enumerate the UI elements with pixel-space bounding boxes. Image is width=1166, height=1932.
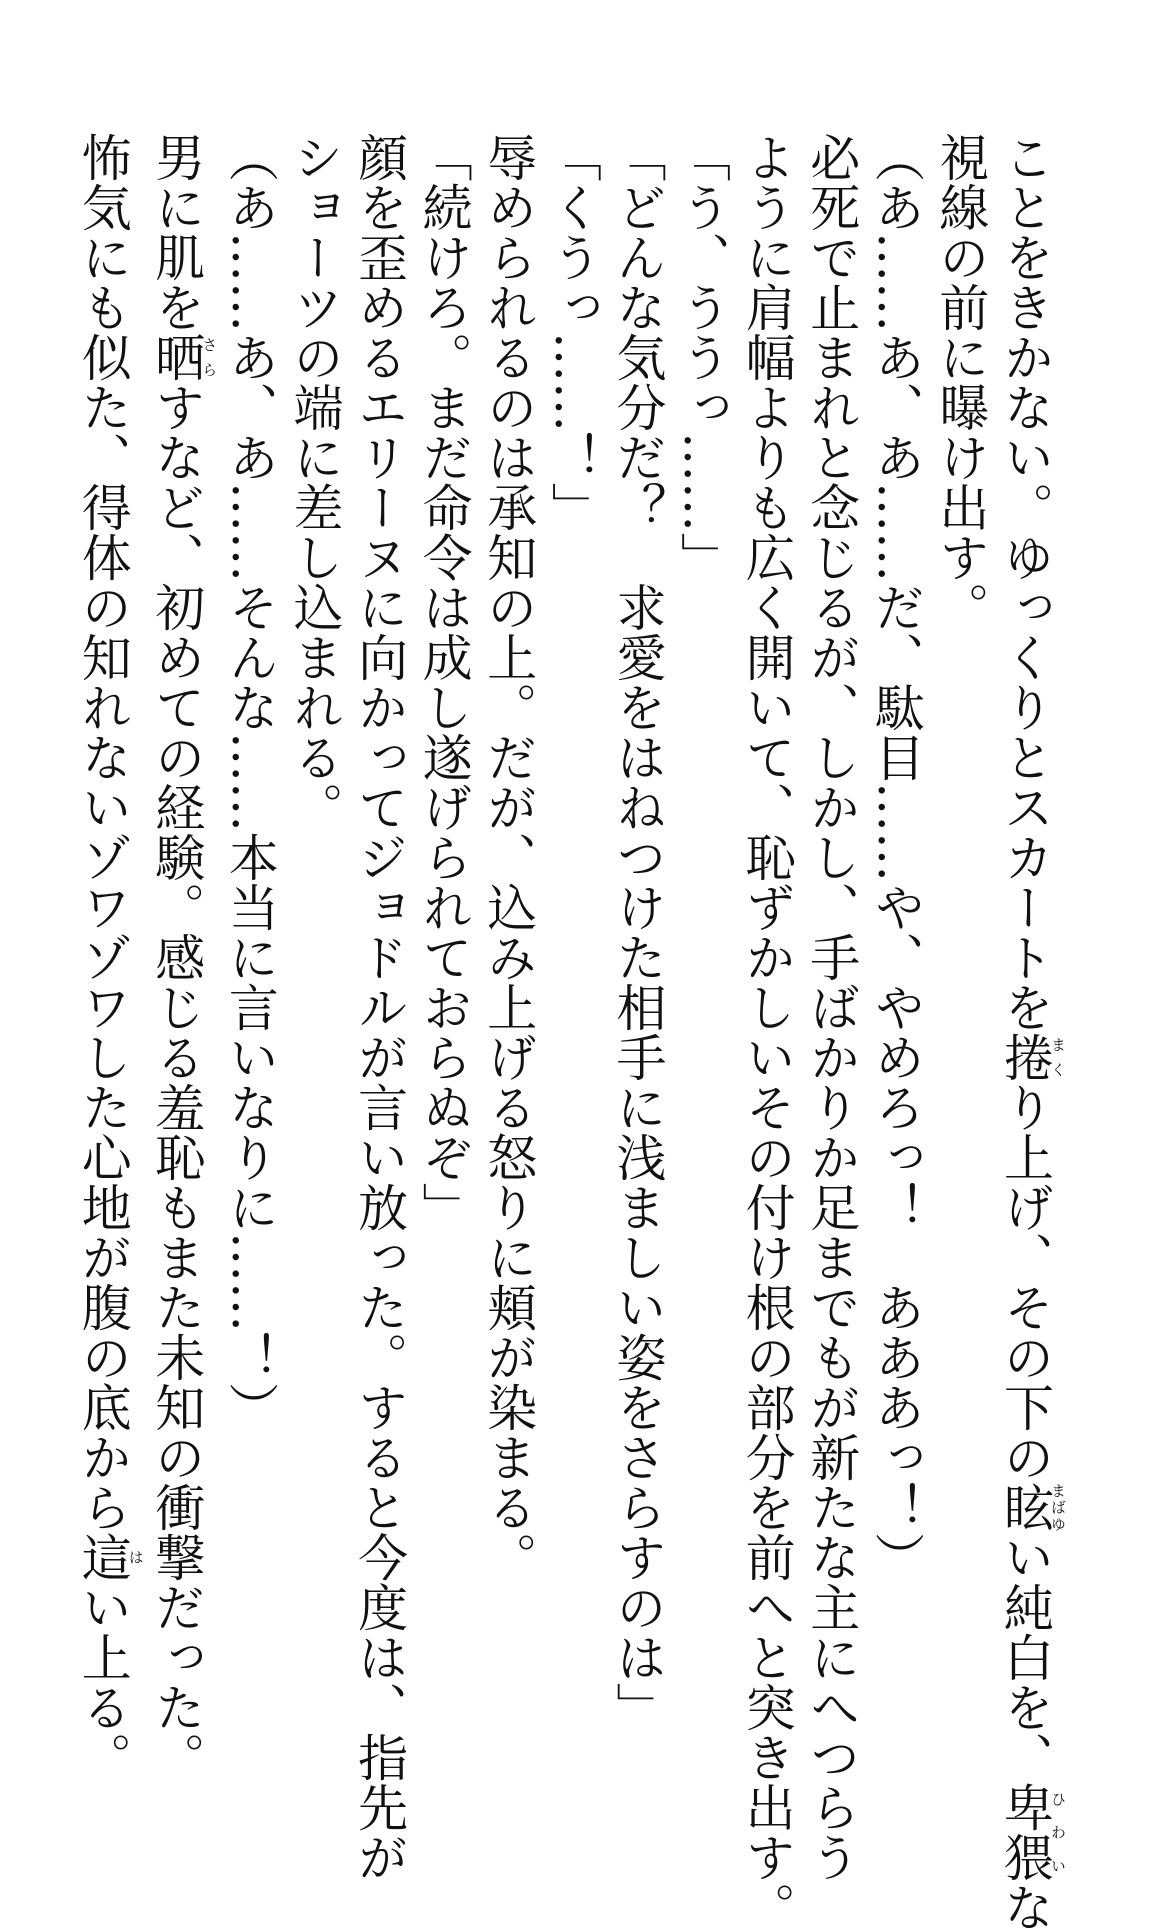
ruby-base: 晒 (147, 332, 206, 382)
ruby-reading: ひわい (1049, 1782, 1067, 1882)
text-segment: り上げ、その下の (996, 1082, 1054, 1482)
text-line (799, 132, 864, 1882)
text-line (863, 132, 928, 1582)
text-segment: 「続けろ。まだ命令は成し遂げられておらぬぞ」 (414, 132, 473, 1232)
ruby-base: 卑猥 (996, 1782, 1054, 1882)
text-segment: 「くうっ……！」 (543, 132, 602, 532)
text-line (217, 132, 282, 1532)
text-segment: ショーツの端に差し込まれる。 (285, 132, 344, 832)
ruby-word (996, 1482, 1067, 1532)
ruby-reading: は (126, 1532, 145, 1582)
text-segment: ように肩幅よりも広く開いて、恥ずかしいその付け根の部分を前へと突き出す。 (737, 132, 796, 1932)
ruby-word (996, 1782, 1067, 1882)
text-line (928, 132, 993, 1532)
ruby-base: 這 (73, 1532, 132, 1582)
text-line (540, 132, 605, 1532)
text-segment: な (996, 1882, 1054, 1932)
text-segment: 男に肌を (147, 132, 206, 332)
ruby-word (996, 1032, 1067, 1082)
ruby-base: 捲 (996, 1032, 1054, 1082)
text-segment: 辱められるのは承知の上。だが、込み上げる怒りに頬が染まる。 (479, 132, 538, 1582)
text-segment: い上る。 (73, 1582, 132, 1782)
text-segment: い純白を、 (996, 1532, 1054, 1782)
ruby-reading: まばゆ (1049, 1482, 1067, 1532)
text-segment: （あ……あ、あ……そんな……本当に言いなりに……！） (220, 132, 279, 1432)
ruby-word (73, 1532, 145, 1582)
text-line (992, 132, 1067, 1932)
ruby-word (147, 332, 219, 382)
text-line (669, 132, 734, 1532)
text-line (476, 132, 541, 1582)
text-segment: 顔を歪めるエリーヌに向かってジョドルが言い放った。すると今度は、指先が (350, 132, 409, 1882)
text-segment: 必死で止まれと念じるが、しかし、手ばかりか足までもが新たな主にへつらう (802, 132, 861, 1882)
text-segment: 視線の前に曝け出す。 (931, 132, 990, 632)
text-segment: 「う、ううっ……」 (673, 132, 732, 582)
text-segment: 「どんな気分だ？ 求愛をはねつけた相手に浅ましい姿をさらすのは」 (608, 132, 667, 1732)
text-line (734, 132, 799, 1932)
ruby-base: 眩 (996, 1482, 1054, 1532)
text-line (605, 132, 670, 1732)
text-segment: すなど、初めての経験。感じる羞恥もまた未知の衝撃だった。 (147, 382, 206, 1782)
text-line (144, 132, 219, 1782)
text-segment: （あ……あ、あ……だ、駄目……や、やめろっ！ あああっ！） (866, 132, 925, 1582)
text-segment: 怖気にも似た、得体の知れないゾワゾワした心地が腹の底から (73, 132, 132, 1532)
ruby-reading: まく (1049, 1032, 1067, 1082)
text-segment: ことをきかない。ゆっくりとスカートを (996, 132, 1054, 1032)
ruby-reading: さら (200, 332, 219, 382)
text-line (282, 132, 347, 1532)
vertical-text-block (70, 132, 1067, 1932)
text-line (411, 132, 476, 1532)
text-line (70, 132, 145, 1782)
text-line (346, 132, 411, 1882)
